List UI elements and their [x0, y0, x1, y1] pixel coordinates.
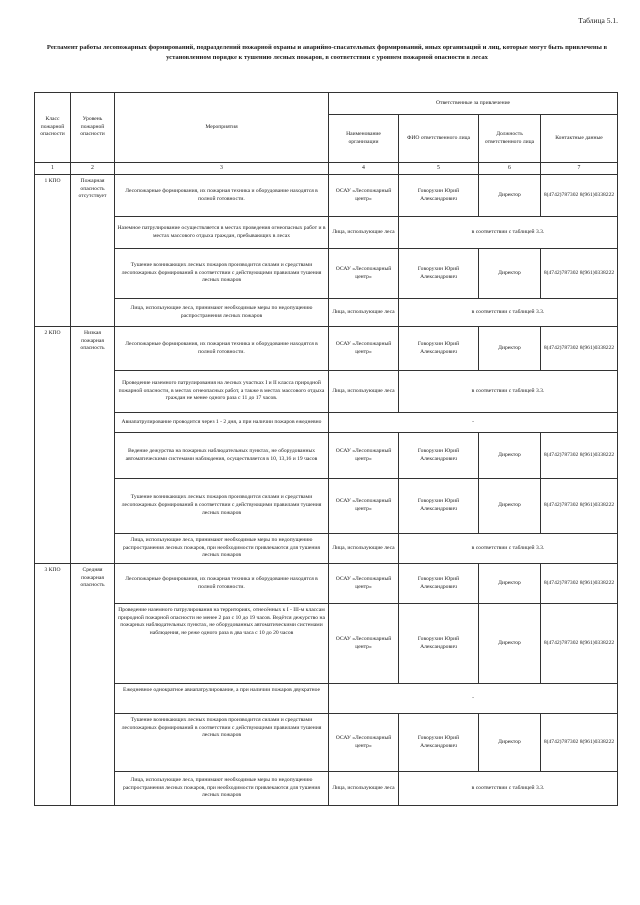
table-row [35, 479, 618, 534]
persons-cell: Лица, использующие леса [329, 534, 399, 564]
header-org: Наименование организации [329, 115, 399, 163]
contacts-cell: 8(4742)787302 8(961)0338222 [541, 249, 618, 299]
position-cell: Директор [479, 249, 541, 299]
persons-cell: Лица, использующие леса [329, 299, 399, 327]
measure-cell: Лица, использующие леса, принимают необходимые меры по недопущению распространения лесных пожаров, при необходимости привлекаются для тушения лесных пожаров [115, 772, 329, 806]
table-row [35, 714, 618, 772]
table-row [35, 413, 618, 433]
fio-cell: Говорухин Юрий Александрович [399, 433, 479, 479]
see-table-cell: в соответствии с таблицей 3.3. [399, 217, 618, 249]
measure-cell: Ежедневное однократное авиапатрулирование, а при наличии пожаров двукратное [115, 684, 329, 714]
org-cell: ОСАУ «Лесопожарный центр» [329, 327, 399, 371]
contacts-cell: 8(4742)787302 8(961)0338222 [541, 327, 618, 371]
contacts-cell: 8(4742)787302 8(961)0338222 [541, 714, 618, 772]
fio-cell: Говорухин Юрий Александрович [399, 479, 479, 534]
column-number: 5 [399, 163, 479, 175]
measure-cell: Тушение возникающих лесных пожаров производится силами и средствами лесопожарных формирований в соответствии с действующими правилами тушения лесных пожаров [115, 714, 329, 772]
measure-cell: Проведение наземного патрулирования на лесных участках I и II класса природной пожарной опасности, в местах огнеопасных работ, а также в местах массового отдыха граждан не менее одного раза с 11 до 17 часов. [115, 371, 329, 413]
table-row [35, 371, 618, 413]
contacts-cell: 8(4742)787302 8(961)0338222 [541, 564, 618, 604]
column-number: 4 [329, 163, 399, 175]
contacts-cell: 8(4742)787302 8(961)0338222 [541, 433, 618, 479]
measure-cell: Ведение дежурства на пожарных наблюдательных пунктах, не оборудованных автоматическими системами наблюдения, осуществляется в 10, 13,16 и 19 часов [115, 433, 329, 479]
see-table-cell: в соответствии с таблицей 3.3. [399, 299, 618, 327]
position-cell: Директор [479, 433, 541, 479]
fio-cell: Говорухин Юрий Александрович [399, 175, 479, 217]
persons-cell: Лица, использующие леса [329, 772, 399, 806]
contacts-cell: 8(4742)787302 8(961)0338222 [541, 175, 618, 217]
org-cell: ОСАУ «Лесопожарный центр» [329, 433, 399, 479]
header-level: Уровень пожарной опасности [71, 93, 115, 163]
org-cell: ОСАУ «Лесопожарный центр» [329, 604, 399, 684]
column-number-row [35, 163, 618, 175]
see-table-cell: в соответствии с таблицей 3.3. [399, 371, 618, 413]
measure-cell: Лесопожарные формирования, их пожарная техника и оборудование находятся в полной готовности. [115, 564, 329, 604]
org-cell: ОСАУ «Лесопожарный центр» [329, 249, 399, 299]
header-fio: ФИО ответственного лица [399, 115, 479, 163]
position-cell: Директор [479, 604, 541, 684]
fio-cell: Говорухин Юрий Александрович [399, 604, 479, 684]
org-cell: ОСАУ «Лесопожарный центр» [329, 564, 399, 604]
fire-level-cell: Пожарная опасность отсутствует [71, 175, 115, 327]
measure-cell: Лица, использующие леса, принимают необходимые меры по недопущению распространения лесных пожаров [115, 299, 329, 327]
column-number: 7 [541, 163, 618, 175]
header-responsible: Ответственные за привлечение [329, 93, 618, 115]
table-row [35, 217, 618, 249]
contacts-cell: 8(4742)787302 8(961)0338222 [541, 479, 618, 534]
fio-cell: Говорухин Юрий Александрович [399, 714, 479, 772]
column-number: 3 [115, 163, 329, 175]
table-row [35, 684, 618, 714]
dash-cell: - [329, 413, 618, 433]
persons-cell: Лица, использующие леса [329, 371, 399, 413]
measure-cell: Тушение возникающих лесных пожаров производится силами и средствами лесопожарных формирований в соответствии с действующими правилами тушения лесных пожаров [115, 479, 329, 534]
dash-cell: - [329, 684, 618, 714]
header-row [35, 93, 618, 115]
position-cell: Директор [479, 479, 541, 534]
measure-cell: Лица, использующие леса, принимают необходимые меры по недопущению распространения лесных пожаров, при необходимости привлекаются для тушения лесных пожаров [115, 534, 329, 564]
measure-cell: Лесопожарные формирования, их пожарная техника и оборудование находятся в полной готовности. [115, 327, 329, 371]
measure-cell: Наземное патрулирование осуществляется в местах проведения огнеопасных работ и в местах массового отдыха граждан, пребывающих в лесах [115, 217, 329, 249]
fire-class-cell: 1 КПО [35, 175, 71, 327]
document-title: Регламент работы лесопожарных формирований, подразделений пожарной охраны и аварийно-спасательных формирований, иных организаций и лиц, которые могут быть привлечены в установленном порядке к тушению лесных пожаров, в соответствии с уровнем пожарной опасности в лесах [46, 44, 608, 62]
table-row [35, 249, 618, 299]
table-row [35, 564, 618, 604]
fire-level-cell: Низкая пожарная опасность [71, 327, 115, 564]
contacts-cell: 8(4742)787302 8(961)0338222 [541, 604, 618, 684]
column-number: 2 [71, 163, 115, 175]
table-row [35, 433, 618, 479]
header-contacts: Контактные данные [541, 115, 618, 163]
fio-cell: Говорухин Юрий Александрович [399, 249, 479, 299]
fire-class-cell: 3 КПО [35, 564, 71, 806]
column-number: 6 [479, 163, 541, 175]
table-number: Таблица 5.1. [578, 16, 618, 25]
table-row [35, 772, 618, 806]
org-cell: ОСАУ «Лесопожарный центр» [329, 175, 399, 217]
org-cell: ОСАУ «Лесопожарный центр» [329, 714, 399, 772]
org-cell: ОСАУ «Лесопожарный центр» [329, 479, 399, 534]
table-row [35, 604, 618, 684]
regulation-table [34, 92, 618, 806]
persons-cell: Лица, использующие леса [329, 217, 399, 249]
table-row [35, 175, 618, 217]
position-cell: Директор [479, 175, 541, 217]
header-position: Должность ответственного лица [479, 115, 541, 163]
position-cell: Директор [479, 714, 541, 772]
measure-cell: Авиапатрулирование проводится через 1 - 2 дня, а при наличии пожаров ежедневно [115, 413, 329, 433]
see-table-cell: в соответствии с таблицей 3.3. [399, 772, 618, 806]
table-row [35, 534, 618, 564]
measure-cell: Проведение наземного патрулирования на территориях, отнесённых к I - III-м классам природной пожарной опасности не менее 2 раз с 10 до 19 часов. Ведётся дежурство на пожарных наблюдательных пунктах, не оборудованных автоматическими системами наблюдения, не реже одного раза в два часа с 10 до 20 часов [115, 604, 329, 684]
measure-cell: Лесопожарные формирования, их пожарная техника и оборудование находятся в полной готовности. [115, 175, 329, 217]
header-class: Класс пожарной опасности [35, 93, 71, 163]
position-cell: Директор [479, 564, 541, 604]
fio-cell: Говорухин Юрий Александрович [399, 564, 479, 604]
position-cell: Директор [479, 327, 541, 371]
table-row [35, 327, 618, 371]
see-table-cell: в соответствии с таблицей 3.3. [399, 534, 618, 564]
column-number: 1 [35, 163, 71, 175]
fio-cell: Говорухин Юрий Александрович [399, 327, 479, 371]
table-row [35, 299, 618, 327]
measure-cell: Тушение возникающих лесных пожаров производится силами и средствами лесопожарных формирований в соответствии с действующими правилами тушения лесных пожаров [115, 249, 329, 299]
fire-level-cell: Средняя пожарная опасность [71, 564, 115, 806]
fire-class-cell: 2 КПО [35, 327, 71, 564]
header-measures: Мероприятия [115, 93, 329, 163]
